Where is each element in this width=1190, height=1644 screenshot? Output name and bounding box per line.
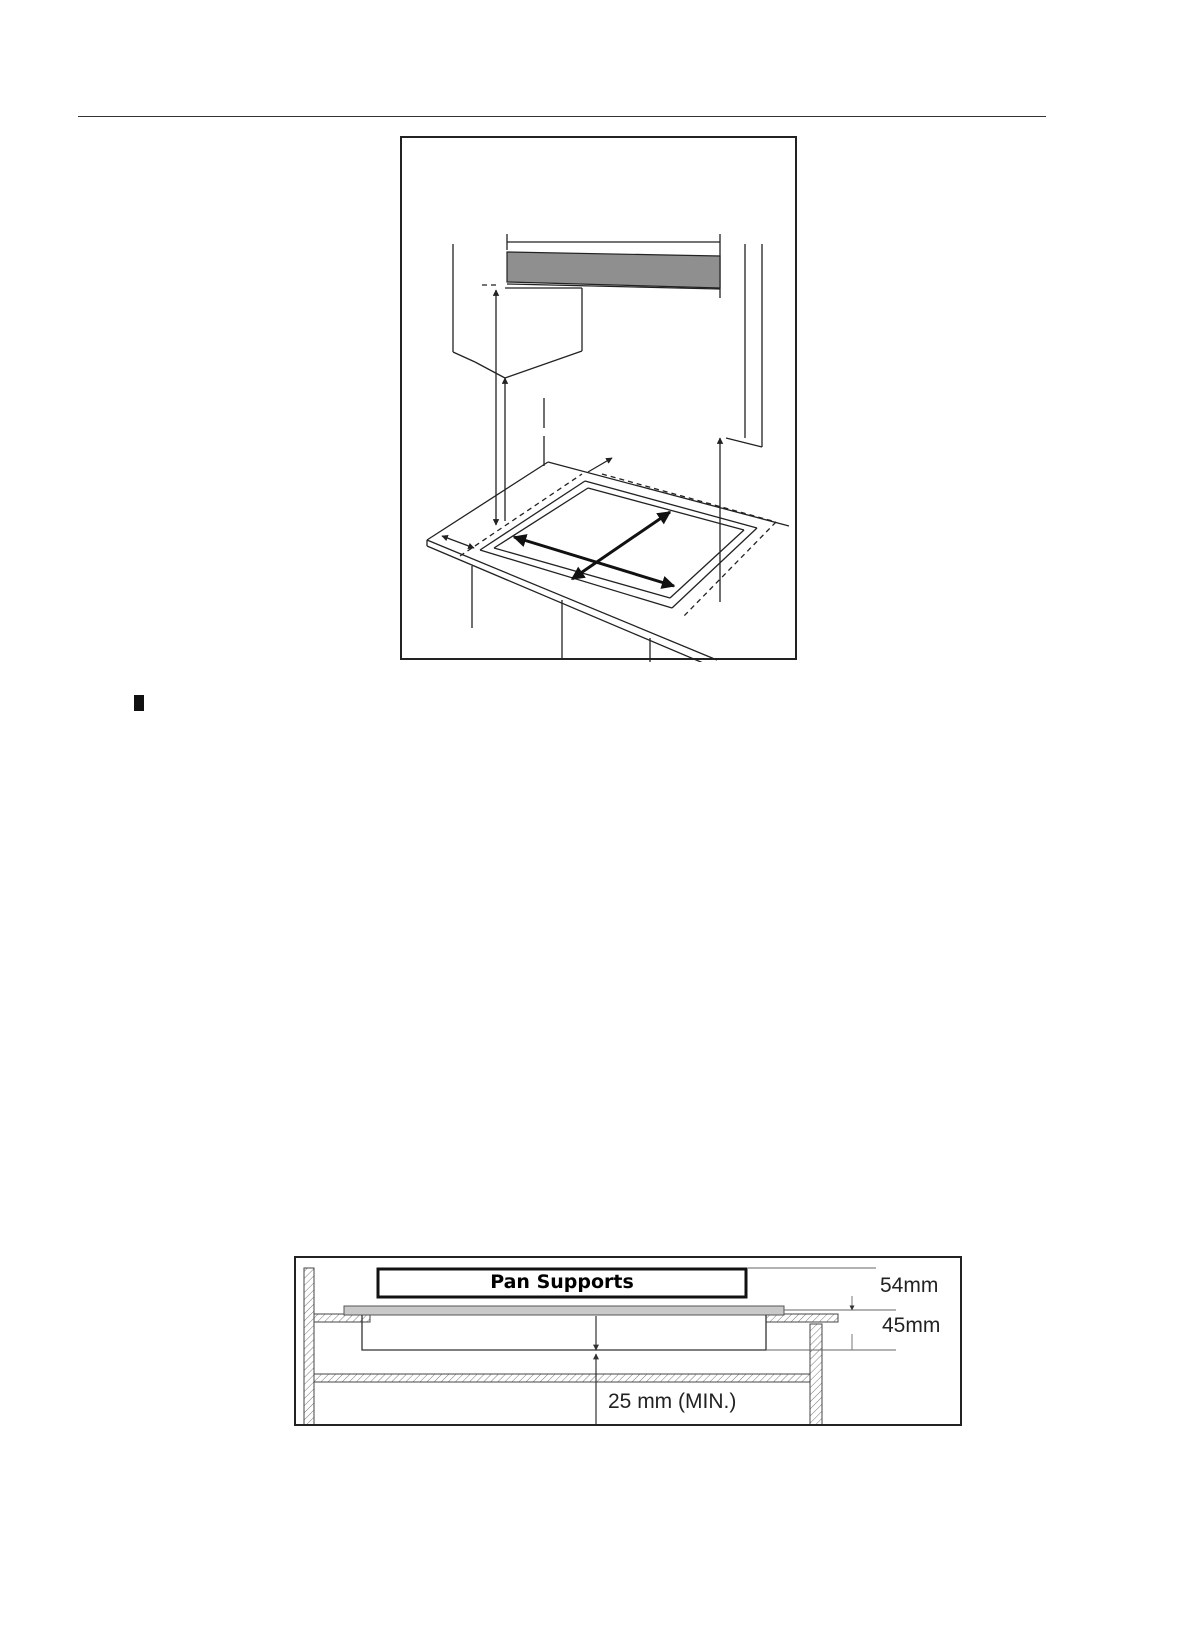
pan-supports-figure [294, 1256, 962, 1426]
hob-installation-clearance-drawing-icon [402, 138, 799, 662]
header-rule [78, 116, 1046, 117]
dimension-45mm: 45mm [882, 1314, 941, 1337]
hob-clearance-figure [400, 136, 797, 660]
bullet-marker [134, 695, 144, 711]
pan-supports-label: Pan Supports [490, 1271, 634, 1293]
dimension-54mm: 54mm [880, 1274, 939, 1297]
dimension-25mm-min: 25 mm (MIN.) [608, 1390, 737, 1413]
